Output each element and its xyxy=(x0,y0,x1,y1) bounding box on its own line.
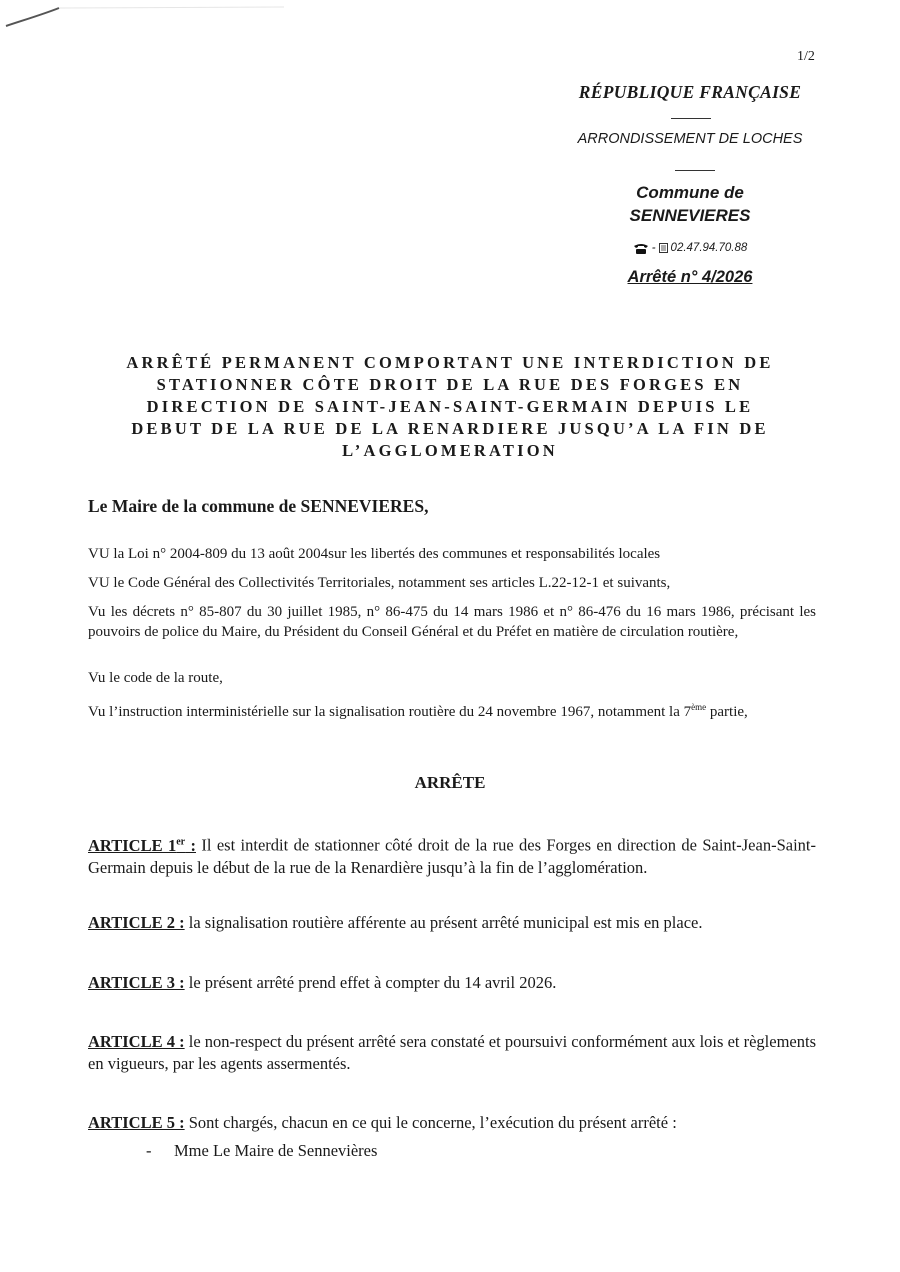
article-label: ARTICLE 4 : xyxy=(88,1032,185,1051)
phone-separator: - xyxy=(651,242,656,254)
commune-line-1: Commune de xyxy=(636,183,744,202)
list-dash: - xyxy=(146,1141,152,1160)
article-text: Sont chargés, chacun en ce qui le concerne, l’exécution du présent arrêté : xyxy=(184,1113,677,1132)
arrondissement: ARRONDISSEMENT DE LOCHES xyxy=(577,131,803,147)
article-label: ARTICLE 1er : xyxy=(88,835,196,855)
article-text: la signalisation routière afférente au présent arrêté municipal est mis en place. xyxy=(184,913,703,932)
fax-icon xyxy=(659,243,668,253)
title-line: ARRÊTÉ PERMANENT COMPORTANT UNE INTERDICTION DE xyxy=(126,353,774,372)
page-number: 1/2 xyxy=(797,49,815,64)
phone-number: 02.47.94.70.88 xyxy=(670,242,748,254)
article-label: ARTICLE 2 : xyxy=(88,913,185,932)
republique-francaise: RÉPUBLIQUE FRANÇAISE xyxy=(578,82,802,102)
mayor-line: Le Maire de la commune de SENNEVIERES, xyxy=(88,496,429,516)
title-line: L’AGGLOMERATION xyxy=(342,441,558,460)
article-text: le présent arrêté prend effet à compter du 14 avril 2026. xyxy=(184,973,557,992)
commune-line-2: SENNEVIERES xyxy=(629,206,751,225)
article-1 xyxy=(88,831,816,879)
article-label: ARTICLE 5 : xyxy=(88,1113,185,1132)
header-separator xyxy=(675,170,715,171)
article-2 xyxy=(88,912,816,934)
vu-clause: Vu les décrets n° 85-807 du 30 juillet 1985, n° 86-475 du 14 mars 1986 et n° 86-476 du 16 mars 1986, précisant les pouvoirs de police du Maire, du Président du Conseil Général et du Préfet en matière de circulation routière, xyxy=(88,604,816,640)
title-line: STATIONNER CÔTE DROIT DE LA RUE DES FORGES EN xyxy=(156,375,744,394)
article-text: Il est interdit de stationner côté droit de la rue des Forges en direction de Saint-Jean-Saint-Germain depuis le début de la rue de la Renardière jusqu’à la fin de l’agglomération. xyxy=(88,835,816,877)
document-title xyxy=(92,352,808,462)
telephone-icon xyxy=(633,243,649,254)
vu-clause: VU la Loi n° 2004-809 du 13 août 2004sur les libertés des communes et responsabilités locales xyxy=(88,546,661,562)
list-item-text: Mme Le Maire de Sennevières xyxy=(174,1141,378,1160)
article-4 xyxy=(88,1031,816,1075)
article-text: le non-respect du présent arrêté sera constaté et poursuivi conformément aux lois et règlements en vigueurs, par les agents assermentés. xyxy=(88,1032,816,1073)
phone-line xyxy=(540,242,840,254)
vu-clause: Vu l’instruction interministérielle sur la signalisation routière du 24 novembre 1967, notamment la 7ème partie, xyxy=(88,702,748,720)
article-3 xyxy=(88,972,816,994)
header-separator xyxy=(671,118,711,119)
arrete-number: Arrêté n° 4/2026 xyxy=(627,268,753,286)
article-label: ARTICLE 3 : xyxy=(88,973,185,992)
list-item xyxy=(146,1141,377,1161)
scan-pen-mark xyxy=(4,2,294,32)
article-5 xyxy=(88,1112,816,1134)
title-line: DIRECTION DE SAINT-JEAN-SAINT-GERMAIN DEPUIS LE xyxy=(146,397,754,416)
vu-clause: Vu le code de la route, xyxy=(88,670,223,686)
vu-clause: VU le Code Général des Collectivités Territoriales, notamment ses articles L.22-12-1 et suivants, xyxy=(88,575,671,591)
arrete-heading: ARRÊTE xyxy=(414,773,486,792)
commune-name xyxy=(540,181,840,227)
title-line: DEBUT DE LA RUE DE LA RENARDIERE JUSQU’A LA FIN DE xyxy=(131,419,769,438)
